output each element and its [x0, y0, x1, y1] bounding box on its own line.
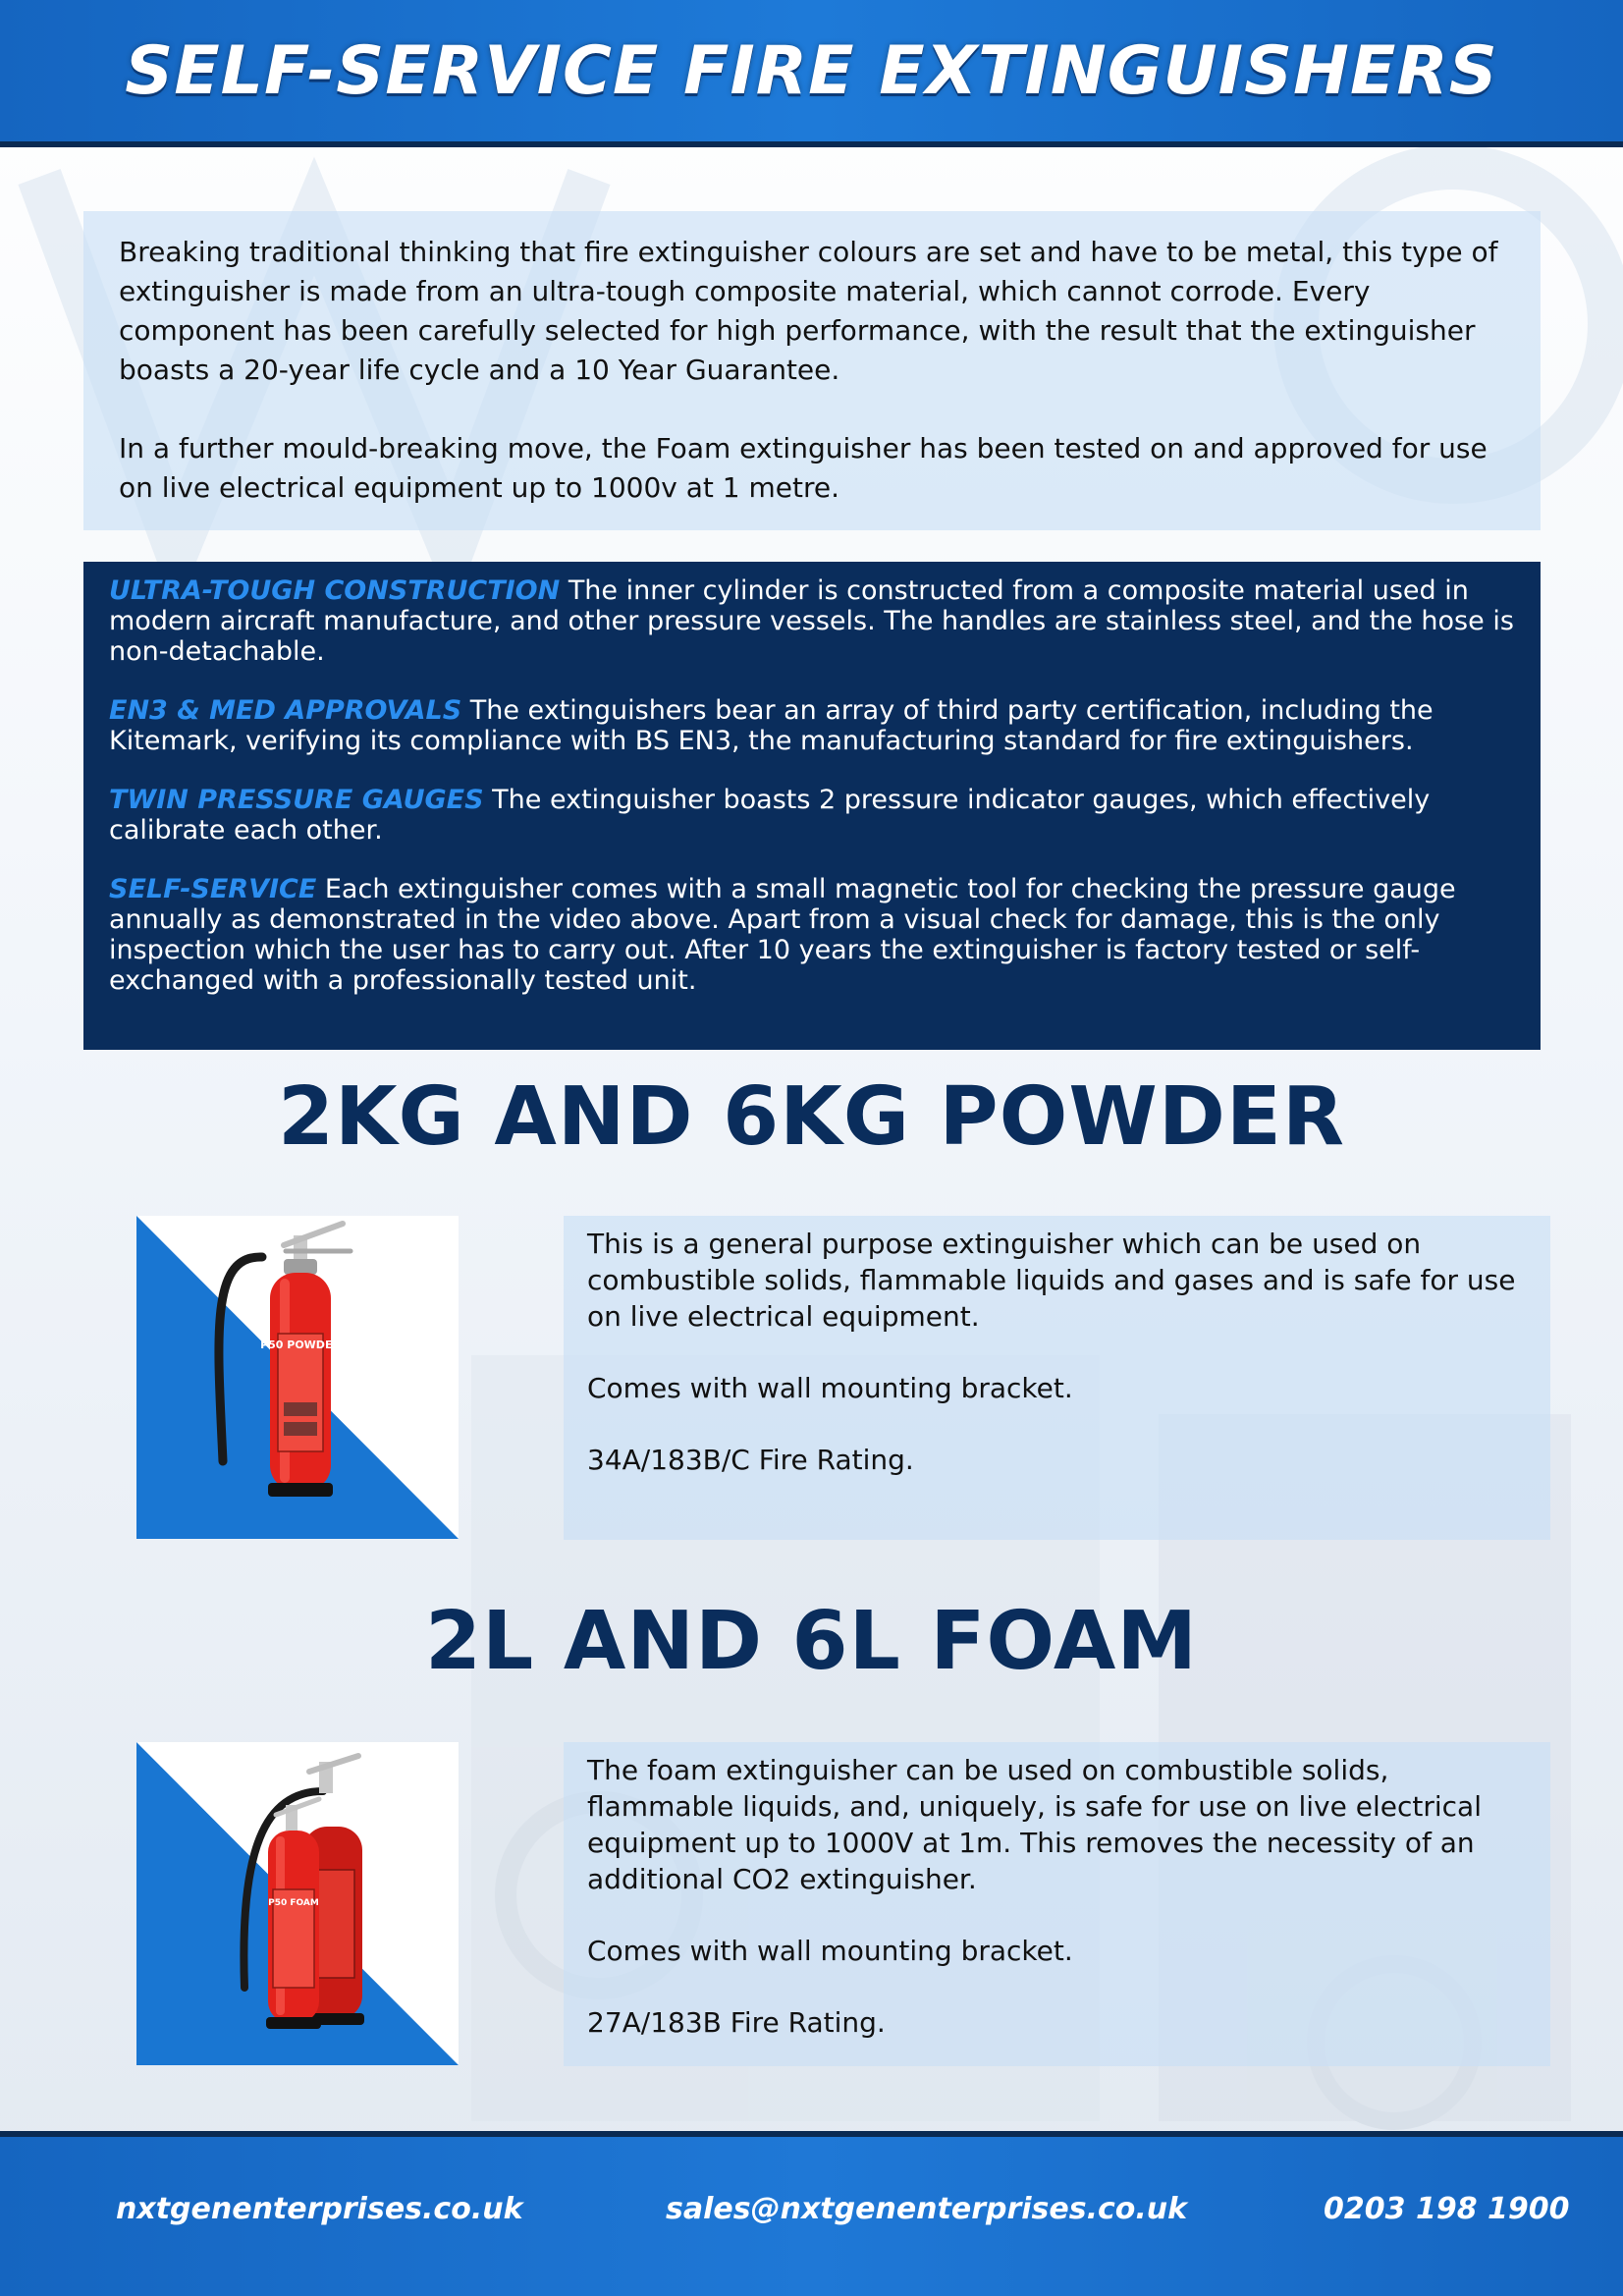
powder-extinguisher-icon [136, 1216, 459, 1539]
feature-text: Each extinguisher comes with a small magnetic tool for checking the pressure gauge annually as demonstrated in the video above. Apart from a visual check for damage, this is the only inspection which the user has to carry out. After 10 years the extinguisher is factory tested or self-exchanged with a professionally tested unit. [109, 874, 1456, 996]
page-footer [0, 2131, 1623, 2296]
powder-fire-rating: 34A/183B/C Fire Rating. [587, 1444, 914, 1476]
feature-text: The extinguisher boasts 2 pressure indicator gauges, which effectively calibrate each other. [109, 785, 1431, 846]
foam-section-title: 2L AND 6L FOAM [425, 1595, 1198, 1688]
intro-box [83, 211, 1541, 530]
intro-paragraph: In a further mould-breaking move, the Foam extinguisher has been tested on and approved for use on live electrical equipment up to 1000v at 1 metre. [119, 432, 1488, 504]
features-box [83, 562, 1541, 1050]
page-header [0, 0, 1623, 147]
footer-email-link[interactable]: sales@nxtgenenterprises.co.uk [666, 2192, 1188, 2226]
intro-paragraph: Breaking traditional thinking that fire extinguisher colours are set and have to be metal, this type of extinguisher is made from an ultra-tough composite material, which cannot corrode. Every component has been carefully selected for high performance, with the result that the extinguisher boasts a 20-year life cycle and a 10 Year Guarantee. [119, 236, 1498, 386]
powder-section-title: 2KG AND 6KG POWDER [277, 1070, 1346, 1164]
powder-bracket-note: Comes with wall mounting bracket. [587, 1372, 1073, 1404]
feature-text: The inner cylinder is constructed from a composite material used in modern aircraft manufacture, and other pressure vessels. The handles are stainless steel, and the hose is non-detachable. [109, 575, 1514, 667]
powder-extinguisher-label: P50 POWDER [260, 1339, 341, 1351]
feature-keyword: TWIN PRESSURE GAUGES [109, 785, 484, 815]
foam-description-box [564, 1742, 1550, 2066]
feature-self-service [109, 874, 1515, 996]
foam-bracket-note: Comes with wall mounting bracket. [587, 1935, 1073, 1967]
foam-extinguisher-label: P50 FOAM [268, 1898, 319, 1908]
footer-phone-number[interactable]: 0203 198 1900 [1324, 2192, 1570, 2226]
powder-product-image [136, 1216, 459, 1539]
foam-product-image [136, 1742, 459, 2065]
feature-keyword: SELF-SERVICE [109, 874, 317, 904]
feature-keyword: EN3 & MED APPROVALS [109, 695, 462, 726]
feature-keyword: ULTRA-TOUGH CONSTRUCTION [109, 575, 561, 606]
foam-description: The foam extinguisher can be used on combustible solids, flammable liquids, and, uniquely, is safe for use on live electrical equipment up to 1000V at 1m. This removes the necessity of an additional CO2 extinguisher. [587, 1754, 1482, 1895]
footer-website-link[interactable]: nxtgenenterprises.co.uk [116, 2192, 523, 2226]
feature-construction [109, 575, 1515, 667]
feature-text: The extinguishers bear an array of third party certification, including the Kitemark, verifying its compliance with BS EN3, the manufacturing standard for fire extinguishers. [109, 695, 1434, 756]
feature-approvals [109, 695, 1515, 756]
powder-description: This is a general purpose extinguisher which can be used on combustible solids, flammable liquids and gases and is safe for use on live electrical equipment. [587, 1228, 1516, 1333]
powder-description-box [564, 1216, 1550, 1540]
feature-gauges [109, 785, 1515, 846]
foam-extinguisher-icon [136, 1742, 459, 2065]
page-title: SELF-SERVICE FIRE EXTINGUISHERS [125, 31, 1498, 110]
foam-fire-rating: 27A/183B Fire Rating. [587, 2006, 886, 2039]
